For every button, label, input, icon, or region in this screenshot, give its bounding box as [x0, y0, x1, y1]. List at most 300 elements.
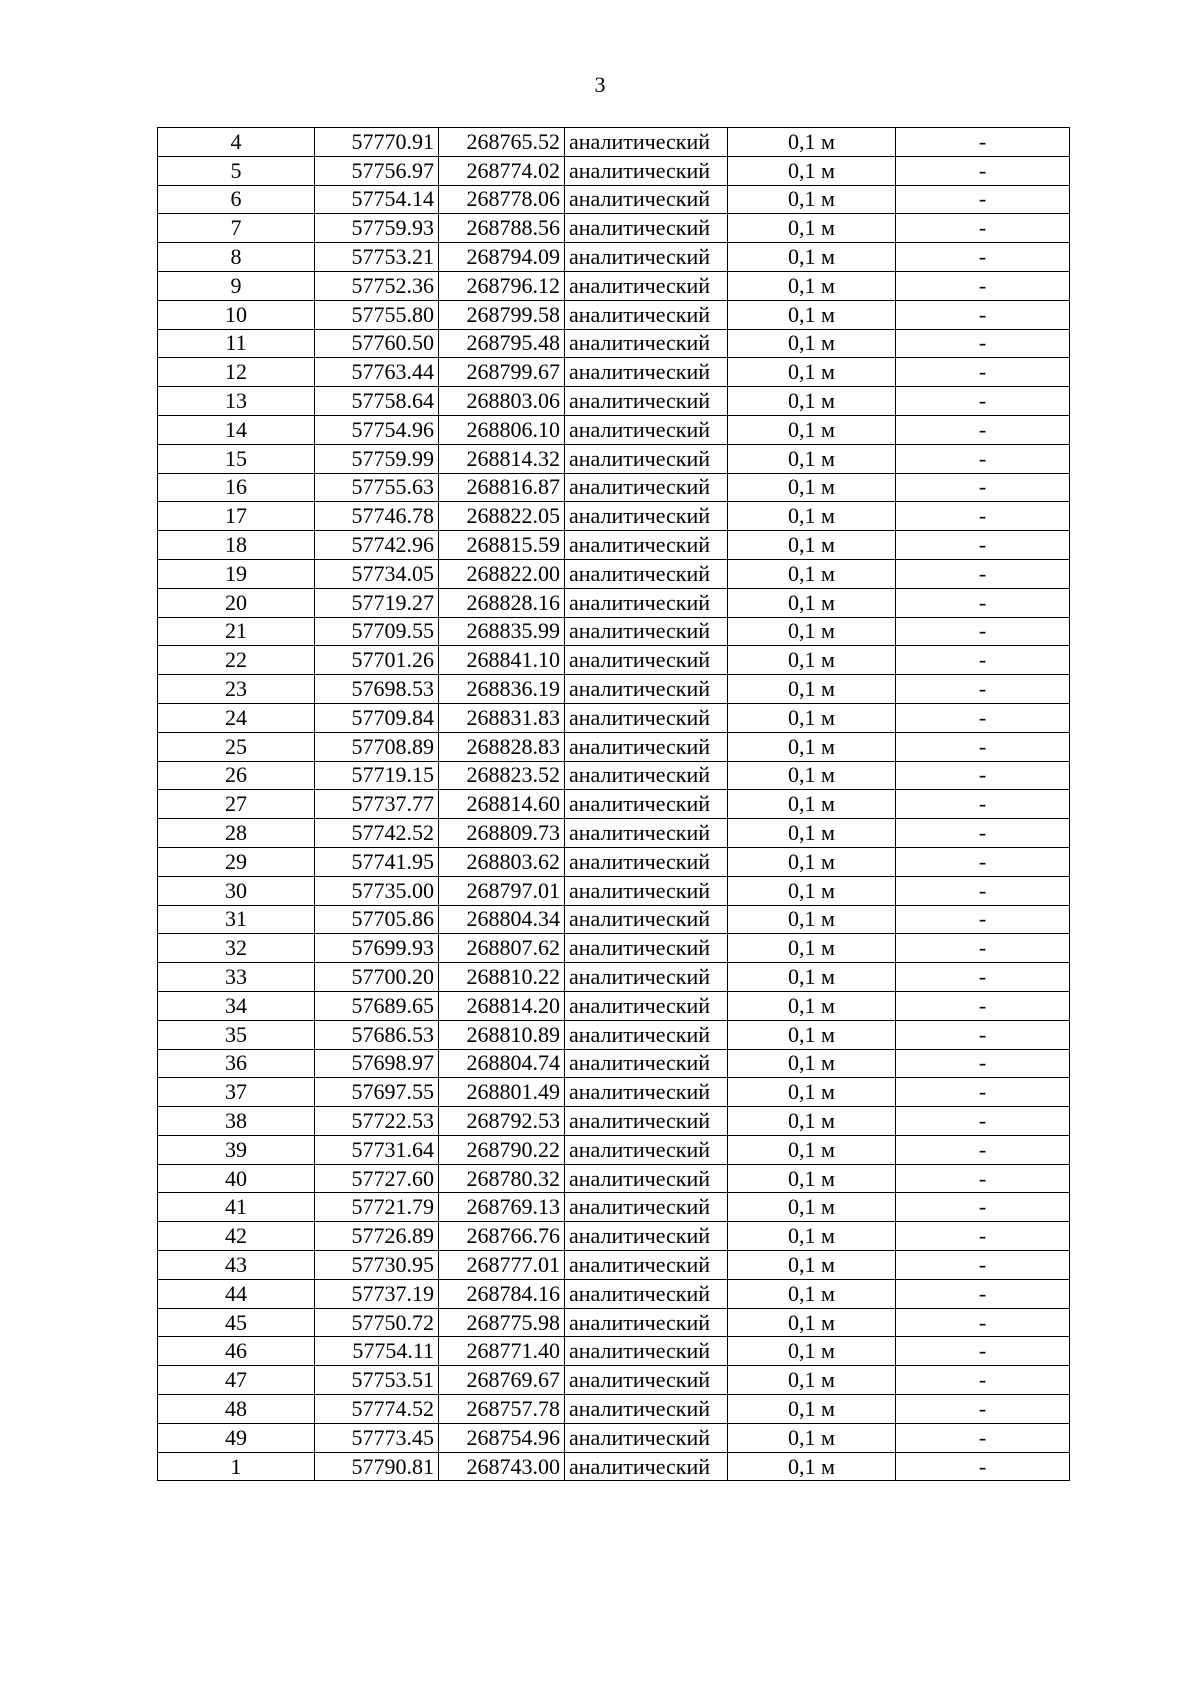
point-number-cell: 42 — [158, 1222, 315, 1251]
note-cell: - — [896, 559, 1070, 588]
point-number-cell: 20 — [158, 588, 315, 617]
note-cell: - — [896, 243, 1070, 272]
table-row — [158, 156, 1070, 185]
note-cell: - — [896, 1193, 1070, 1222]
table-row — [158, 300, 1070, 329]
accuracy-cell: 0,1 м — [728, 1164, 896, 1193]
point-number-cell: 24 — [158, 703, 315, 732]
y-coordinate-cell: 268794.09 — [439, 243, 565, 272]
table-row — [158, 991, 1070, 1020]
accuracy-cell: 0,1 м — [728, 991, 896, 1020]
method-cell: аналитический — [565, 1164, 728, 1193]
note-cell: - — [896, 617, 1070, 646]
method-cell: аналитический — [565, 847, 728, 876]
x-coordinate-cell: 57758.64 — [315, 387, 439, 416]
method-cell: аналитический — [565, 1193, 728, 1222]
y-coordinate-cell: 268822.00 — [439, 559, 565, 588]
table-row — [158, 559, 1070, 588]
method-cell: аналитический — [565, 1078, 728, 1107]
y-coordinate-cell: 268822.05 — [439, 502, 565, 531]
table-row — [158, 1279, 1070, 1308]
note-cell: - — [896, 444, 1070, 473]
point-number-cell: 43 — [158, 1251, 315, 1280]
x-coordinate-cell: 57735.00 — [315, 876, 439, 905]
note-cell: - — [896, 1049, 1070, 1078]
x-coordinate-cell: 57699.93 — [315, 934, 439, 963]
y-coordinate-cell: 268828.16 — [439, 588, 565, 617]
coordinates-table-body — [158, 128, 1070, 1481]
table-row — [158, 531, 1070, 560]
method-cell: аналитический — [565, 1049, 728, 1078]
point-number-cell: 46 — [158, 1337, 315, 1366]
table-row — [158, 1452, 1070, 1481]
point-number-cell: 48 — [158, 1395, 315, 1424]
point-number-cell: 49 — [158, 1423, 315, 1452]
y-coordinate-cell: 268810.22 — [439, 963, 565, 992]
accuracy-cell: 0,1 м — [728, 1020, 896, 1049]
method-cell: аналитический — [565, 1395, 728, 1424]
x-coordinate-cell: 57742.96 — [315, 531, 439, 560]
x-coordinate-cell: 57760.50 — [315, 329, 439, 358]
point-number-cell: 15 — [158, 444, 315, 473]
point-number-cell: 1 — [158, 1452, 315, 1481]
y-coordinate-cell: 268803.06 — [439, 387, 565, 416]
y-coordinate-cell: 268765.52 — [439, 128, 565, 157]
x-coordinate-cell: 57753.21 — [315, 243, 439, 272]
x-coordinate-cell: 57697.55 — [315, 1078, 439, 1107]
accuracy-cell: 0,1 м — [728, 415, 896, 444]
y-coordinate-cell: 268803.62 — [439, 847, 565, 876]
table-row — [158, 819, 1070, 848]
method-cell: аналитический — [565, 243, 728, 272]
x-coordinate-cell: 57754.96 — [315, 415, 439, 444]
x-coordinate-cell: 57689.65 — [315, 991, 439, 1020]
table-row — [158, 1135, 1070, 1164]
y-coordinate-cell: 268766.76 — [439, 1222, 565, 1251]
method-cell: аналитический — [565, 963, 728, 992]
accuracy-cell: 0,1 м — [728, 1049, 896, 1078]
accuracy-cell: 0,1 м — [728, 243, 896, 272]
method-cell: аналитический — [565, 819, 728, 848]
x-coordinate-cell: 57726.89 — [315, 1222, 439, 1251]
note-cell: - — [896, 128, 1070, 157]
point-number-cell: 10 — [158, 300, 315, 329]
table-row — [158, 675, 1070, 704]
accuracy-cell: 0,1 м — [728, 1193, 896, 1222]
point-number-cell: 23 — [158, 675, 315, 704]
x-coordinate-cell: 57698.97 — [315, 1049, 439, 1078]
note-cell: - — [896, 934, 1070, 963]
note-cell: - — [896, 675, 1070, 704]
x-coordinate-cell: 57709.84 — [315, 703, 439, 732]
accuracy-cell: 0,1 м — [728, 675, 896, 704]
accuracy-cell: 0,1 м — [728, 819, 896, 848]
point-number-cell: 22 — [158, 646, 315, 675]
accuracy-cell: 0,1 м — [728, 703, 896, 732]
point-number-cell: 19 — [158, 559, 315, 588]
y-coordinate-cell: 268804.74 — [439, 1049, 565, 1078]
method-cell: аналитический — [565, 1020, 728, 1049]
accuracy-cell: 0,1 м — [728, 473, 896, 502]
y-coordinate-cell: 268841.10 — [439, 646, 565, 675]
point-number-cell: 9 — [158, 271, 315, 300]
x-coordinate-cell: 57737.19 — [315, 1279, 439, 1308]
table-row — [158, 732, 1070, 761]
accuracy-cell: 0,1 м — [728, 559, 896, 588]
point-number-cell: 33 — [158, 963, 315, 992]
point-number-cell: 5 — [158, 156, 315, 185]
note-cell: - — [896, 732, 1070, 761]
accuracy-cell: 0,1 м — [728, 1251, 896, 1280]
note-cell: - — [896, 646, 1070, 675]
note-cell: - — [896, 1251, 1070, 1280]
table-row — [158, 243, 1070, 272]
point-number-cell: 6 — [158, 185, 315, 214]
table-row — [158, 387, 1070, 416]
method-cell: аналитический — [565, 876, 728, 905]
note-cell: - — [896, 1423, 1070, 1452]
note-cell: - — [896, 300, 1070, 329]
point-number-cell: 4 — [158, 128, 315, 157]
note-cell: - — [896, 1279, 1070, 1308]
point-number-cell: 14 — [158, 415, 315, 444]
table-row — [158, 1164, 1070, 1193]
x-coordinate-cell: 57755.80 — [315, 300, 439, 329]
accuracy-cell: 0,1 м — [728, 1395, 896, 1424]
method-cell: аналитический — [565, 214, 728, 243]
method-cell: аналитический — [565, 559, 728, 588]
note-cell: - — [896, 502, 1070, 531]
note-cell: - — [896, 271, 1070, 300]
y-coordinate-cell: 268774.02 — [439, 156, 565, 185]
table-row — [158, 358, 1070, 387]
point-number-cell: 31 — [158, 905, 315, 934]
note-cell: - — [896, 1395, 1070, 1424]
y-coordinate-cell: 268801.49 — [439, 1078, 565, 1107]
point-number-cell: 11 — [158, 329, 315, 358]
note-cell: - — [896, 819, 1070, 848]
y-coordinate-cell: 268828.83 — [439, 732, 565, 761]
method-cell: аналитический — [565, 934, 728, 963]
method-cell: аналитический — [565, 703, 728, 732]
y-coordinate-cell: 268797.01 — [439, 876, 565, 905]
y-coordinate-cell: 268792.53 — [439, 1107, 565, 1136]
point-number-cell: 40 — [158, 1164, 315, 1193]
table-row — [158, 1423, 1070, 1452]
accuracy-cell: 0,1 м — [728, 502, 896, 531]
x-coordinate-cell: 57719.15 — [315, 761, 439, 790]
accuracy-cell: 0,1 м — [728, 963, 896, 992]
accuracy-cell: 0,1 м — [728, 761, 896, 790]
x-coordinate-cell: 57701.26 — [315, 646, 439, 675]
y-coordinate-cell: 268814.20 — [439, 991, 565, 1020]
note-cell: - — [896, 531, 1070, 560]
point-number-cell: 12 — [158, 358, 315, 387]
point-number-cell: 32 — [158, 934, 315, 963]
note-cell: - — [896, 1337, 1070, 1366]
note-cell: - — [896, 1135, 1070, 1164]
accuracy-cell: 0,1 м — [728, 329, 896, 358]
x-coordinate-cell: 57742.52 — [315, 819, 439, 848]
x-coordinate-cell: 57773.45 — [315, 1423, 439, 1452]
y-coordinate-cell: 268796.12 — [439, 271, 565, 300]
note-cell: - — [896, 761, 1070, 790]
method-cell: аналитический — [565, 675, 728, 704]
accuracy-cell: 0,1 м — [728, 1135, 896, 1164]
method-cell: аналитический — [565, 128, 728, 157]
y-coordinate-cell: 268807.62 — [439, 934, 565, 963]
point-number-cell: 45 — [158, 1308, 315, 1337]
table-row — [158, 1337, 1070, 1366]
table-row — [158, 271, 1070, 300]
accuracy-cell: 0,1 м — [728, 531, 896, 560]
y-coordinate-cell: 268815.59 — [439, 531, 565, 560]
table-row — [158, 847, 1070, 876]
point-number-cell: 30 — [158, 876, 315, 905]
x-coordinate-cell: 57686.53 — [315, 1020, 439, 1049]
method-cell: аналитический — [565, 358, 728, 387]
y-coordinate-cell: 268810.89 — [439, 1020, 565, 1049]
accuracy-cell: 0,1 м — [728, 847, 896, 876]
method-cell: аналитический — [565, 790, 728, 819]
method-cell: аналитический — [565, 531, 728, 560]
coordinates-table — [157, 127, 1070, 1481]
x-coordinate-cell: 57759.99 — [315, 444, 439, 473]
note-cell: - — [896, 588, 1070, 617]
accuracy-cell: 0,1 м — [728, 1308, 896, 1337]
method-cell: аналитический — [565, 905, 728, 934]
note-cell: - — [896, 876, 1070, 905]
accuracy-cell: 0,1 м — [728, 1452, 896, 1481]
y-coordinate-cell: 268836.19 — [439, 675, 565, 704]
note-cell: - — [896, 156, 1070, 185]
method-cell: аналитический — [565, 1222, 728, 1251]
x-coordinate-cell: 57727.60 — [315, 1164, 439, 1193]
y-coordinate-cell: 268835.99 — [439, 617, 565, 646]
point-number-cell: 44 — [158, 1279, 315, 1308]
method-cell: аналитический — [565, 473, 728, 502]
accuracy-cell: 0,1 м — [728, 732, 896, 761]
method-cell: аналитический — [565, 300, 728, 329]
y-coordinate-cell: 268777.01 — [439, 1251, 565, 1280]
method-cell: аналитический — [565, 1366, 728, 1395]
x-coordinate-cell: 57734.05 — [315, 559, 439, 588]
note-cell: - — [896, 1164, 1070, 1193]
y-coordinate-cell: 268790.22 — [439, 1135, 565, 1164]
x-coordinate-cell: 57698.53 — [315, 675, 439, 704]
note-cell: - — [896, 905, 1070, 934]
method-cell: аналитический — [565, 415, 728, 444]
method-cell: аналитический — [565, 588, 728, 617]
x-coordinate-cell: 57700.20 — [315, 963, 439, 992]
note-cell: - — [896, 387, 1070, 416]
method-cell: аналитический — [565, 1107, 728, 1136]
note-cell: - — [896, 1452, 1070, 1481]
note-cell: - — [896, 1308, 1070, 1337]
note-cell: - — [896, 329, 1070, 358]
point-number-cell: 18 — [158, 531, 315, 560]
page-number: 3 — [594, 72, 606, 97]
point-number-cell: 25 — [158, 732, 315, 761]
method-cell: аналитический — [565, 185, 728, 214]
method-cell: аналитический — [565, 444, 728, 473]
note-cell: - — [896, 185, 1070, 214]
x-coordinate-cell: 57722.53 — [315, 1107, 439, 1136]
point-number-cell: 28 — [158, 819, 315, 848]
method-cell: аналитический — [565, 1423, 728, 1452]
table-row — [158, 473, 1070, 502]
y-coordinate-cell: 268757.78 — [439, 1395, 565, 1424]
accuracy-cell: 0,1 м — [728, 1366, 896, 1395]
note-cell: - — [896, 1020, 1070, 1049]
point-number-cell: 26 — [158, 761, 315, 790]
y-coordinate-cell: 268831.83 — [439, 703, 565, 732]
y-coordinate-cell: 268814.32 — [439, 444, 565, 473]
point-number-cell: 39 — [158, 1135, 315, 1164]
x-coordinate-cell: 57756.97 — [315, 156, 439, 185]
accuracy-cell: 0,1 м — [728, 646, 896, 675]
y-coordinate-cell: 268769.13 — [439, 1193, 565, 1222]
y-coordinate-cell: 268780.32 — [439, 1164, 565, 1193]
y-coordinate-cell: 268775.98 — [439, 1308, 565, 1337]
note-cell: - — [896, 1078, 1070, 1107]
table-row — [158, 329, 1070, 358]
y-coordinate-cell: 268814.60 — [439, 790, 565, 819]
note-cell: - — [896, 1366, 1070, 1395]
accuracy-cell: 0,1 м — [728, 1279, 896, 1308]
x-coordinate-cell: 57746.78 — [315, 502, 439, 531]
note-cell: - — [896, 214, 1070, 243]
accuracy-cell: 0,1 м — [728, 1423, 896, 1452]
accuracy-cell: 0,1 м — [728, 1337, 896, 1366]
accuracy-cell: 0,1 м — [728, 1222, 896, 1251]
method-cell: аналитический — [565, 271, 728, 300]
accuracy-cell: 0,1 м — [728, 214, 896, 243]
table-row — [158, 1366, 1070, 1395]
point-number-cell: 36 — [158, 1049, 315, 1078]
table-row — [158, 1078, 1070, 1107]
y-coordinate-cell: 268769.67 — [439, 1366, 565, 1395]
point-number-cell: 16 — [158, 473, 315, 502]
point-number-cell: 13 — [158, 387, 315, 416]
table-row — [158, 588, 1070, 617]
point-number-cell: 8 — [158, 243, 315, 272]
y-coordinate-cell: 268743.00 — [439, 1452, 565, 1481]
method-cell: аналитический — [565, 502, 728, 531]
method-cell: аналитический — [565, 1251, 728, 1280]
y-coordinate-cell: 268799.58 — [439, 300, 565, 329]
accuracy-cell: 0,1 м — [728, 905, 896, 934]
note-cell: - — [896, 991, 1070, 1020]
accuracy-cell: 0,1 м — [728, 387, 896, 416]
x-coordinate-cell: 57741.95 — [315, 847, 439, 876]
y-coordinate-cell: 268799.67 — [439, 358, 565, 387]
table-row — [158, 214, 1070, 243]
method-cell: аналитический — [565, 1135, 728, 1164]
point-number-cell: 47 — [158, 1366, 315, 1395]
table-row — [158, 415, 1070, 444]
y-coordinate-cell: 268795.48 — [439, 329, 565, 358]
table-row — [158, 1251, 1070, 1280]
note-cell: - — [896, 703, 1070, 732]
table-row — [158, 934, 1070, 963]
note-cell: - — [896, 963, 1070, 992]
method-cell: аналитический — [565, 387, 728, 416]
accuracy-cell: 0,1 м — [728, 617, 896, 646]
accuracy-cell: 0,1 м — [728, 588, 896, 617]
table-row — [158, 1395, 1070, 1424]
point-number-cell: 7 — [158, 214, 315, 243]
y-coordinate-cell: 268816.87 — [439, 473, 565, 502]
y-coordinate-cell: 268771.40 — [439, 1337, 565, 1366]
x-coordinate-cell: 57752.36 — [315, 271, 439, 300]
method-cell: аналитический — [565, 761, 728, 790]
y-coordinate-cell: 268788.56 — [439, 214, 565, 243]
table-row — [158, 876, 1070, 905]
accuracy-cell: 0,1 м — [728, 185, 896, 214]
method-cell: аналитический — [565, 1279, 728, 1308]
x-coordinate-cell: 57755.63 — [315, 473, 439, 502]
x-coordinate-cell: 57730.95 — [315, 1251, 439, 1280]
table-row — [158, 646, 1070, 675]
accuracy-cell: 0,1 м — [728, 790, 896, 819]
y-coordinate-cell: 268778.06 — [439, 185, 565, 214]
accuracy-cell: 0,1 м — [728, 934, 896, 963]
x-coordinate-cell: 57708.89 — [315, 732, 439, 761]
point-number-cell: 17 — [158, 502, 315, 531]
accuracy-cell: 0,1 м — [728, 156, 896, 185]
method-cell: аналитический — [565, 156, 728, 185]
note-cell: - — [896, 1222, 1070, 1251]
table-row — [158, 703, 1070, 732]
accuracy-cell: 0,1 м — [728, 300, 896, 329]
point-number-cell: 35 — [158, 1020, 315, 1049]
x-coordinate-cell: 57754.14 — [315, 185, 439, 214]
y-coordinate-cell: 268806.10 — [439, 415, 565, 444]
accuracy-cell: 0,1 м — [728, 271, 896, 300]
note-cell: - — [896, 358, 1070, 387]
method-cell: аналитический — [565, 617, 728, 646]
x-coordinate-cell: 57709.55 — [315, 617, 439, 646]
table-row — [158, 1020, 1070, 1049]
point-number-cell: 21 — [158, 617, 315, 646]
x-coordinate-cell: 57774.52 — [315, 1395, 439, 1424]
method-cell: аналитический — [565, 991, 728, 1020]
accuracy-cell: 0,1 м — [728, 358, 896, 387]
point-number-cell: 41 — [158, 1193, 315, 1222]
note-cell: - — [896, 415, 1070, 444]
note-cell: - — [896, 847, 1070, 876]
method-cell: аналитический — [565, 732, 728, 761]
x-coordinate-cell: 57750.72 — [315, 1308, 439, 1337]
method-cell: аналитический — [565, 646, 728, 675]
accuracy-cell: 0,1 м — [728, 1078, 896, 1107]
point-number-cell: 34 — [158, 991, 315, 1020]
y-coordinate-cell: 268754.96 — [439, 1423, 565, 1452]
x-coordinate-cell: 57770.91 — [315, 128, 439, 157]
note-cell: - — [896, 1107, 1070, 1136]
y-coordinate-cell: 268823.52 — [439, 761, 565, 790]
x-coordinate-cell: 57759.93 — [315, 214, 439, 243]
x-coordinate-cell: 57737.77 — [315, 790, 439, 819]
accuracy-cell: 0,1 м — [728, 1107, 896, 1136]
table-row — [158, 790, 1070, 819]
x-coordinate-cell: 57731.64 — [315, 1135, 439, 1164]
method-cell: аналитический — [565, 1452, 728, 1481]
table-row — [158, 905, 1070, 934]
table-row — [158, 1107, 1070, 1136]
x-coordinate-cell: 57753.51 — [315, 1366, 439, 1395]
